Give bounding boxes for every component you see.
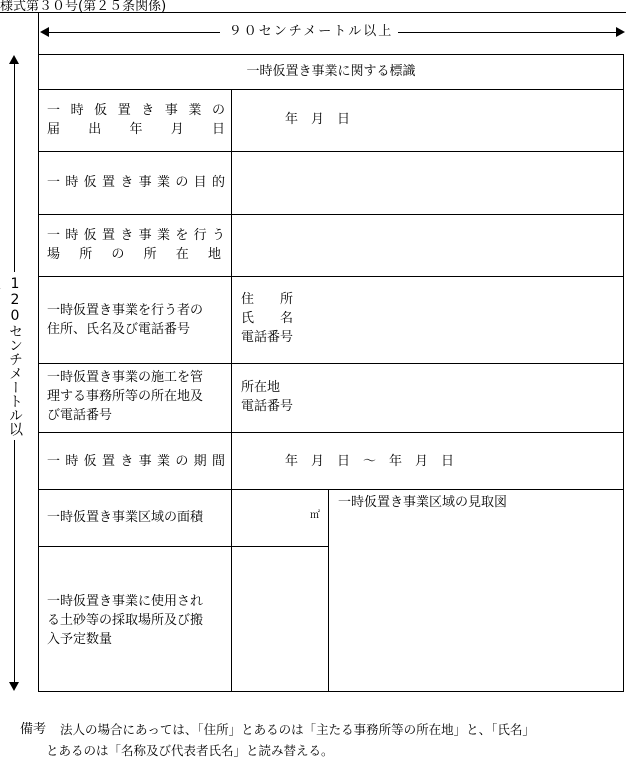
column-divider [231,89,232,692]
contractor-label-line1: 一時仮置き事業の施工を管 [47,370,204,385]
arrow-left-icon [40,27,49,37]
location-label-line2: 場所の所在地 [47,247,221,262]
form-number: 様式第３０号(第２５条関係) [0,0,167,14]
remarks-line2: とあるのは「名称及び代表者氏名」と読み替える。 [46,743,334,758]
row-line-8 [38,546,328,547]
width-arrow-right-shaft [398,32,616,33]
map-label: 一時仮置き事業区域の見取図 [338,495,508,510]
header-divider-vertical [38,12,39,54]
operator-phone-field: 電話番号 [241,330,294,345]
arrow-right-icon [616,27,625,37]
soil-label-line2: る土砂等の採取場所及び搬 [47,613,204,628]
header-top-line [0,12,626,13]
height-note: 120センチメートル以 [7,276,23,436]
notice-date-label-line2: 届出年月日 [47,122,225,137]
map-divider [328,489,329,692]
contractor-phone-field: 電話番号 [241,399,294,414]
contractor-location-field: 所在地 [241,380,281,395]
width-note: ９０センチメートル以上 [228,24,394,39]
arrow-down-icon [9,682,19,691]
area-unit: ㎡ [310,510,320,521]
operator-name-field: 氏 名 [241,311,294,326]
soil-label-line3: 入予定数量 [47,632,113,647]
row-line-7 [38,489,624,490]
period-value: 年 月 日 ～ 年 月 日 [285,454,455,469]
row-line-4 [38,276,624,277]
row-line-2 [38,151,624,152]
operator-label-line2: 住所、氏名及び電話番号 [47,322,191,337]
operator-address-field: 住 所 [241,292,294,307]
contractor-label-line2: 理する事務所等の所在地及 [47,389,204,404]
row-line-6 [38,432,624,433]
row-line-1 [38,89,624,90]
height-arrow-top-shaft [14,62,15,272]
remarks-heading: 備考 [20,722,47,737]
purpose-label: 一時仮置き事業の目的 [47,175,225,190]
area-label: 一時仮置き事業区域の面積 [47,510,204,525]
height-arrow-bottom-shaft [14,440,15,682]
sign-title: 一時仮置き事業に関する標識 [246,64,416,79]
notice-date-label-line1: 一時仮置き事業の [47,103,225,118]
row-line-5 [38,363,624,364]
arrow-up-icon [9,55,19,64]
notice-date-value: 年 月 日 [285,112,351,127]
width-arrow-left-shaft [46,32,220,33]
period-label: 一時仮置き事業の期間 [47,454,225,469]
operator-label-line1: 一時仮置き事業を行う者の [47,303,204,318]
remarks-line1: 法人の場合にあっては、「住所」とあるのは「主たる事務所等の所在地」と、「氏名」 [60,722,535,737]
location-label-line1: 一時仮置き事業を行う [47,228,225,243]
row-line-3 [38,214,624,215]
contractor-label-line3: び電話番号 [47,408,113,423]
soil-label-line1: 一時仮置き事業に使用され [47,594,204,609]
